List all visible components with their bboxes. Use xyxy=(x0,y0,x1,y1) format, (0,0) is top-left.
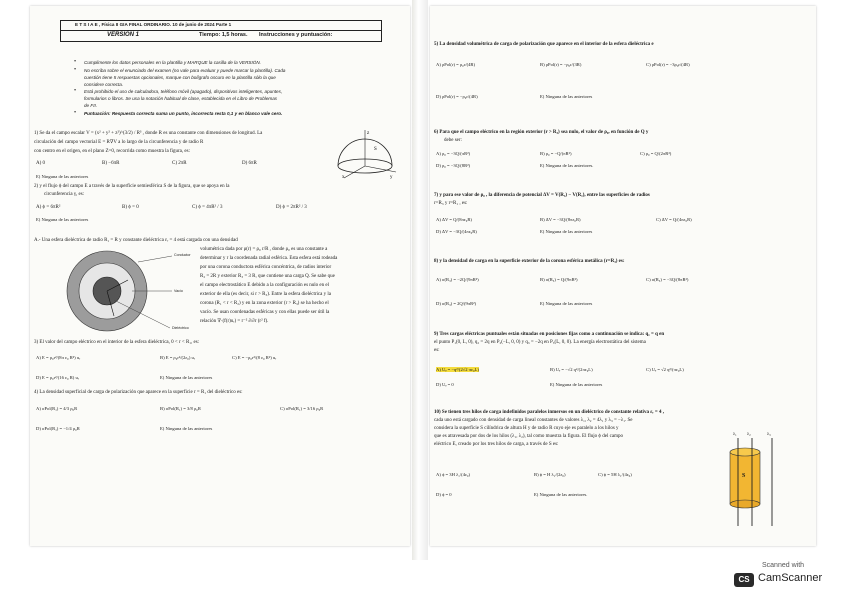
bullet-icon: • xyxy=(74,88,77,94)
q4-option-d: D) σPol(R₁) = −1/4 ρ₀R xyxy=(36,426,80,431)
header-divider xyxy=(61,30,381,31)
q7-line-2: r=R₃ y r=R₁ , es: xyxy=(434,201,468,206)
q10-option-d: D) ϕ = 0 xyxy=(436,492,452,497)
q8-option-a: A) σ(R₃) = −2Q/(9πR²) xyxy=(436,277,479,282)
instruction-2: No escriba sobre el enunciado del examen (no vale para evaluar y puede marcar la plantilla). Cada xyxy=(84,68,286,73)
q8-option-c: C) σ(R₃) = −3Q/(8πR²) xyxy=(646,277,689,282)
instruction-3: Está prohibido el uso de calculadora, teléfono móvil (apagado), dispositivos inteligentes, apuntes, xyxy=(84,89,283,94)
q7-option-b: B) ΔV = −3Q/(8πε₀R) xyxy=(540,217,581,222)
instruction-2c: considere correcta. xyxy=(84,82,124,87)
q4-option-b: B) σPol(R₁) = 3/8 ρ₀R xyxy=(160,406,201,411)
q5-option-a: A) ρPol(r) = ρ₀r/(4R) xyxy=(436,62,476,67)
wire-label-3: λ₃ xyxy=(767,431,771,436)
q6-line-2: debe ser: xyxy=(444,138,462,143)
q6-option-a: A) ρ₀ = −3Q/(πR³) xyxy=(436,151,471,156)
instruction-3c: de FII. xyxy=(84,103,98,108)
cylinder-figure xyxy=(726,430,784,530)
instructions-label: Instrucciones y puntuación: xyxy=(259,32,333,38)
q10-option-e: E) Ninguna de las anteriores. xyxy=(534,492,588,497)
q3-option-a: A) E = ρ₀r²/(8π ε₀ R²) uᵣ xyxy=(36,355,81,360)
qa-line-10: relación ∇·(f(r)uᵣ) = r⁻² ∂/∂r (r² f). xyxy=(200,319,269,324)
q1-option-e: E) Ninguna de las anteriores xyxy=(36,174,89,179)
q8-line: 8) y la densidad de carga en la superficie exterior de la corona esférica metálica (r=R₃) es: xyxy=(434,259,625,264)
q4-line: 4) La densidad superficial de carga de polarización que aparece en la superficie r = R₁ del dieléctrico es: xyxy=(34,390,243,395)
q3-option-c: C) E = −ρ₀r²/(8 ε₀ R²) uᵣ xyxy=(232,355,277,360)
q9-option-a-text: A) Uₑ = −q²/(2√2 πε₀L) xyxy=(436,367,479,372)
q10-line-1: 10) Se tienen tres hilos de carga indefinidos paralelos inmersos en un dieléctrico de constante relativa εᵣ = 4 , xyxy=(434,410,664,415)
q10-option-b: B) ϕ = H λ₁/(2ε₀) xyxy=(534,472,566,477)
qa-line-3: determinar y r la coordenada radial esférica. Esta esfera está rodeada xyxy=(200,256,338,261)
qa-line-5: R₂ = 2R y exterior R₃ = 3 R, que contiene una carga Q. Se sabe que xyxy=(200,274,335,279)
hemisphere-figure xyxy=(330,126,400,181)
q6-line-1: 6) Para que el campo eléctrico en la región exterior (r > R₃) sea nulo, el valor de ρ₀, en función de Q y xyxy=(434,130,649,135)
q8-option-b: B) σ(R₃) = Q/(9πR²) xyxy=(540,277,578,282)
q8-option-d: D) σ(R₃) = 2Q/(9πR²) xyxy=(436,301,477,306)
q9-line-1: 9) Tres cargas eléctricas puntuales están situadas en posiciones fijas como a continuación se indica: q₁ = q en xyxy=(434,332,665,337)
qa-line-2: volumétrica dada por ρ(r) = ρ₀ r/R , donde ρ₀ es una constante a xyxy=(200,247,328,252)
q7-option-d: D) ΔV = −3Q/(4πε₀R) xyxy=(436,229,477,234)
q1-option-d: D) 6πR xyxy=(242,161,257,166)
qa-line-4: por una corona conductora esférica concéntrica, de radios interior xyxy=(200,265,332,270)
instruction-2b: cuestión tiene 5 respuestas opcionales, marque con bolígrafo oscuro en la plantilla sólo la que xyxy=(84,75,276,80)
right-page xyxy=(430,6,816,546)
svg-text:y: y xyxy=(390,175,393,180)
time-label: Tiempo: 1,5 horas. xyxy=(199,32,248,38)
q9-option-c: C) Uₑ = √2 q²/(πε₀L) xyxy=(646,367,684,372)
q6-option-c: C) ρ₀ = Q/(2πR³) xyxy=(640,151,672,156)
q7-option-c: C) ΔV = Q/(4πε₀R) xyxy=(656,217,692,222)
q3-line: 3) El valor del campo eléctrico en el interior de la esfera dieléctrica, 0 < r < R₁, es: xyxy=(34,340,200,345)
q9-option-d: D) Uₑ = 0 xyxy=(436,382,454,387)
q1-line-2: circulación del campo vectorial E = R∇V a lo largo de la circunferencia y de radio R xyxy=(34,140,204,145)
q1-line-1: 1) Se da el campo escalar V = (x² + y² + z²)^(3/2) / R³ , donde R es una constante con dimensiones de longitud. La xyxy=(34,131,263,136)
q3-option-b: B) E = ρ₀r²/(2ε₀) uᵣ xyxy=(160,355,195,360)
q1-option-a: A) 0 xyxy=(36,161,46,166)
label-conductor: Conductor xyxy=(174,253,191,257)
qa-line-6: el campo electrostático E debido a la configuración es nulo en el xyxy=(200,283,329,288)
q5-option-b: B) ρPol(r) = −ρ₀r/(3R) xyxy=(540,62,582,67)
instruction-4: Puntuación: Respuesta correcta suma un punto, incorrecta resta 0,1 y en blanco vale cero. xyxy=(84,111,283,116)
q10-line-2: cada uno está cargado con densidad de carga lineal constantes de valores λ₁, λ₂ = 4λ₁ y λ₃ = −λ₁. Se xyxy=(434,418,633,423)
q8-option-e: E) Ninguna de las anteriores xyxy=(540,301,593,306)
q9-line-2: el punto P₁(0, L, 0), q₂ = 2q en P₂(−L, 0, 0) y q₃ = −2q en P₃(L, 0, 0). La energía electrostática del sistema xyxy=(434,340,646,345)
q1-option-c: C) 2πR xyxy=(172,161,187,166)
q9-option-a xyxy=(436,367,479,372)
q6-option-d: D) ρ₀ = −3Q/(8R³) xyxy=(436,163,471,168)
bullet-icon: • xyxy=(74,59,77,65)
svg-text:S: S xyxy=(374,147,377,152)
q2-option-b: B) ϕ = 0 xyxy=(122,205,139,210)
q1-option-b: B) −6πR xyxy=(102,161,120,166)
q7-option-e: E) Ninguna de las anteriores xyxy=(540,229,593,234)
q2-option-e: E) Ninguna de las anteriores xyxy=(36,217,89,222)
q6-option-e: E) Ninguna de las anteriores. xyxy=(540,163,594,168)
q4-option-c: C) σPol(R₁) = 3/16 ρ₀R xyxy=(280,406,324,411)
instruction-3b: formularios o libros. Se usa la notación habitual de clase, establecida en el Libro de Problemas xyxy=(84,96,278,101)
left-page xyxy=(30,6,410,546)
q7-line-1: 7) y para ese valor de ρ₀ , la diferencia de potencial ΔV = V(R₃) − V(R₁), entre las superficies de radios xyxy=(434,193,650,198)
svg-text:z: z xyxy=(367,131,370,136)
q10-line-5: eléctrico E, creado por los tres hilos de carga, a través de S es: xyxy=(434,442,559,447)
qa-line-7: exterior de ella (es decir, si r > R₃). Entre la esfera dieléctrica y la xyxy=(200,292,331,297)
instruction-1: Cumplimente los datos personales en la plantilla y MARQUE la casilla de la VERSIÓN. xyxy=(84,60,261,65)
page-fold xyxy=(412,0,428,560)
watermark-line1: Scanned with xyxy=(762,562,805,569)
q10-line-3: considera la superficie S cilíndrica de altura H y de radio R cuyo eje es paralelo a los hilos y xyxy=(434,426,619,431)
header-box xyxy=(60,20,382,42)
label-dielectrico: Dieléctrico xyxy=(172,326,189,330)
bullet-icon: • xyxy=(74,67,77,73)
label-vacio: Vacío xyxy=(174,289,183,293)
q10-option-c: C) ϕ = 5H λ₁/(4ε₀) xyxy=(598,472,632,477)
q2-line-2: circunferencia γ, es: xyxy=(44,192,85,197)
q5-option-c: C) ρPol(r) = −3ρ₀r/(4R) xyxy=(646,62,690,67)
exam-title: E T S I A E , Física II GIA FINAL ORDINARIO. 10 de junio de 2024 Parte 1 xyxy=(75,22,232,27)
q7-option-a: A) ΔV = Q/(8πε₀R) xyxy=(436,217,472,222)
q4-option-e: E) Ninguna de las anteriores xyxy=(160,426,213,431)
qa-line-8: corona (R₁ < r < R₂) y en la zona exterior (r > R₃) se ha hecho el xyxy=(200,301,329,306)
qa-line-9: vacío. Se usan coordenadas esféricas y con ellas puede ser útil la xyxy=(200,310,330,315)
q10-option-a: A) ϕ = 3H λ₁/(4ε₀) xyxy=(436,472,471,477)
q9-option-b: B) Uₑ = −√2 q²/(2πε₀L) xyxy=(550,367,593,372)
surface-label: S xyxy=(742,473,746,479)
q5-line: 5) La densidad volumétrica de carga de polarización que aparece en el interior de la esfera dieléctrica e xyxy=(434,42,654,47)
q9-line-3: es: xyxy=(434,348,440,353)
wire-label-1: λ₁ xyxy=(733,431,737,436)
q3-option-e: E) Ninguna de las anteriores xyxy=(160,375,213,380)
camscanner-watermark xyxy=(730,560,840,594)
q5-option-e: E) Ninguna de las anteriores xyxy=(540,94,593,99)
q5-option-d: D) ρPol(r) = −ρ₀r/(4R) xyxy=(436,94,478,99)
svg-text:x: x xyxy=(342,175,345,180)
qa-line-1: A.- Una esfera dieléctrica de radio R₁ = R y constante dieléctrica εᵣ = 4 está cargada con una densidad xyxy=(34,238,238,243)
watermark-brand: CamScanner xyxy=(758,572,823,584)
q1-line-3: con centro en el origen, en el plano Z=0, recorrida como muestra la figura, es: xyxy=(34,149,190,154)
bullet-icon: • xyxy=(74,110,77,116)
q9-option-e: E) Ninguna de las anteriores xyxy=(550,382,603,387)
q2-line-1: 2) y el flujo ϕ del campo E a través de la superficie semiesférica S de la figura, que se apoya en la xyxy=(34,184,230,189)
q3-option-d: D) E = ρ₀r²/(16 ε₀ R) uᵣ xyxy=(36,375,79,380)
q2-option-c: C) ϕ = 4πR² / 3 xyxy=(192,205,223,210)
q6-option-b: B) ρ₀ = −Q/(πR³) xyxy=(540,151,572,156)
camscanner-logo-icon: CS xyxy=(734,573,754,587)
q10-line-4: que es atravesada por dos de los hilos (λ₁, λ₂), tal como muestra la figura. El flujo ϕ del campo xyxy=(434,434,623,439)
version-label: VERSIÓN 1 xyxy=(107,32,140,38)
q2-option-d: D) ϕ = 2πR² / 3 xyxy=(276,205,307,210)
wire-label-2: λ₂ xyxy=(747,431,751,436)
q4-option-a: A) σPol(R₁) = 4/3 ρ₀R xyxy=(36,406,78,411)
q2-option-a: A) ϕ = 6πR² xyxy=(36,205,61,210)
